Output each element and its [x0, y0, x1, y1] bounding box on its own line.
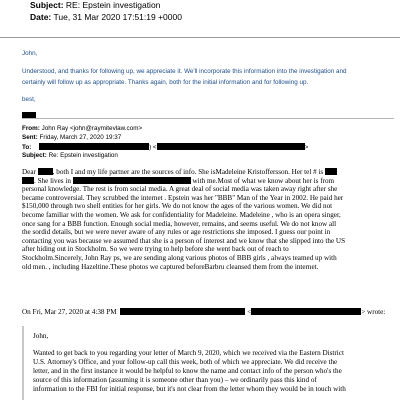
- fwd-from-label: From:: [22, 125, 40, 132]
- fwd-subject: [22, 152, 118, 159]
- quoted-line-3: letter, and in the first instance it would be helpful to know the name and contact info of the person who's the: [33, 367, 342, 375]
- subject-value: RE: Epstein investigation: [65, 0, 161, 10]
- quoted-redaction-2: [251, 308, 361, 315]
- fwd-from: [22, 125, 142, 132]
- quoted-line-5: information to the FBI for initial response, but it's not clear from the letter whom they would be in touch with: [33, 385, 346, 393]
- subject-label: Subject:: [30, 0, 64, 10]
- reply-greeting: John,: [22, 50, 38, 57]
- message-body: [22, 168, 394, 271]
- msg-line: once sang for a BBB function. Enough social media, however, remains, and seems useful. We do not know all: [22, 219, 337, 228]
- msg-line: personal knowledge. The rest is from social media. A great deal of social media was taken away right after she: [22, 185, 338, 194]
- msg-line: . She lives in with me.Most of what we know about her is from: [22, 177, 394, 186]
- fwd-sent: [22, 134, 121, 141]
- reply-line-1: Understood, and thanks for following up, we appreciate it. We'll incorporate this information into the investigation and: [22, 68, 347, 75]
- quoted-line-1: Wanted to get back to you regarding your letter of March 9, 2020, which we received via the Eastern District: [33, 349, 344, 357]
- msg-line: become familiar with the women. We ask for confidentiality for Madeleine. Madeleine , who is an opera singer,: [22, 210, 341, 219]
- msg-line: after hiding out in Stockholm. So we were trying to help before she went back out of reach to: [22, 245, 289, 254]
- date-value: Tue, 31 Mar 2020 17:51:19 +0000: [53, 12, 182, 22]
- signature-redaction: [22, 105, 36, 123]
- quote-bar: [22, 326, 24, 400]
- msg-line: Stockholm.Sincerely, John Ray ps, we are sending along various photos of BBB girls , always teamed up with: [22, 253, 337, 262]
- quoted-line-4: source of this information (assuming it is someone other than you) – we ordinarily pass this kind of: [33, 376, 317, 384]
- fwd-sent-value: Friday, March 27, 2020 19:37: [39, 134, 122, 141]
- fwd-sent-label: Sent:: [22, 134, 38, 141]
- quoted-greeting: John,: [33, 332, 49, 340]
- msg-line: the sordid details, but we were never aware of any rules or age restrictions she imposed. I guess our point in: [22, 228, 331, 237]
- quoted-redaction-1: [120, 308, 245, 315]
- to-redaction-2: [157, 143, 305, 150]
- quoted-header: On Fri, Mar 27, 2020 at 4:38 PM < > wrote:: [22, 308, 386, 316]
- msg-line: Dear , both I and my life partner are the sources of info. She isMadeleine Kristoffersson. Her tel # is: [22, 168, 394, 177]
- fwd-to-label: To:: [22, 144, 32, 151]
- fwd-to: To: ) < >: [22, 144, 309, 151]
- date-label: Date:: [30, 12, 52, 22]
- header-subject: [30, 0, 160, 10]
- fwd-subject-value: Re: Epstein investigation: [48, 152, 118, 159]
- fwd-subject-label: Subject:: [22, 152, 47, 159]
- to-redaction-1: [39, 143, 149, 150]
- header-divider: [0, 37, 400, 38]
- quoted-line-2: U.S. Attorney's Office, and your follow-up call this week, both of which we appreciate. We did receive the: [33, 358, 338, 366]
- msg-line: $150,000 through two shell entities for her girls. We do not know the ages of the various women. We did not: [22, 202, 333, 211]
- fwd-from-value: John Ray <john@raymitevlaw.com>: [41, 125, 143, 132]
- reply-signoff: best,: [22, 96, 36, 103]
- msg-line: old men. , including Hazeltine.These photos we captured beforeBarbru cleansed them from the internet.: [22, 262, 319, 271]
- forward-divider: [22, 118, 394, 119]
- reply-line-2: certainly will follow up as appropriate. Thanks again, both for the initial information and for following up.: [22, 79, 309, 86]
- msg-line: became controversial. They scrubbed the internet . Epstein was her "BBB" Man of the Year in 2002. He paid her: [22, 193, 344, 202]
- msg-line: contacting you was because we assumed that she is a person of interest and we know that she slipped into the US: [22, 236, 346, 245]
- header-date: [30, 12, 182, 22]
